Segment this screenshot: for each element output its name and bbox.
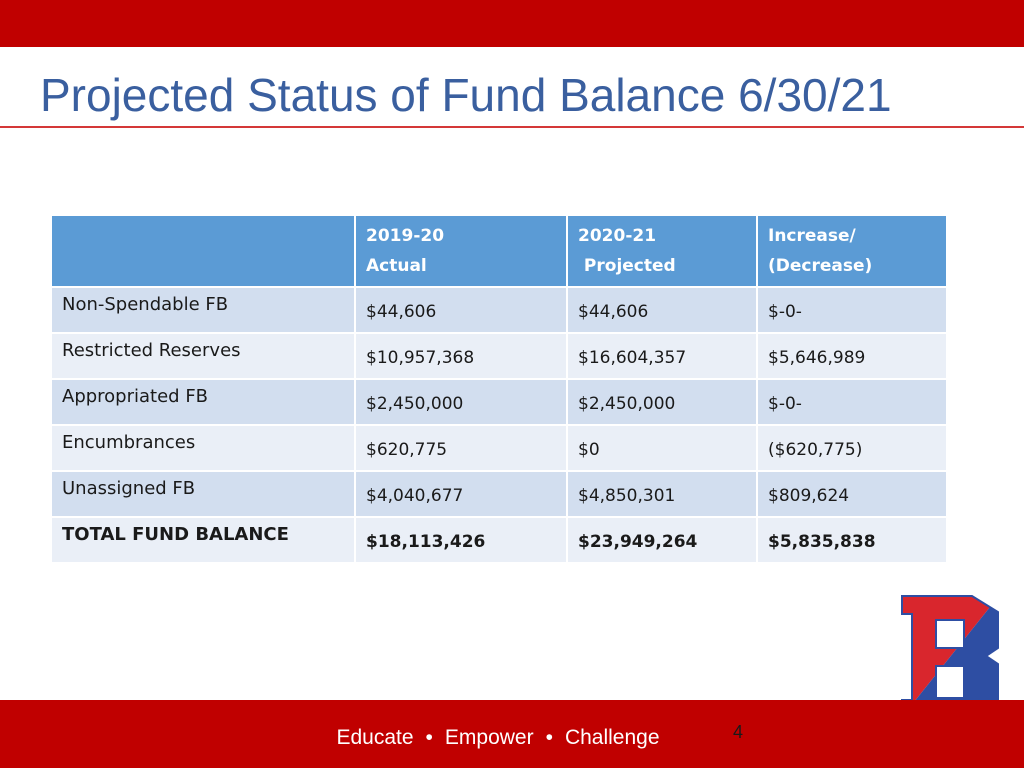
header-cell-label [51,215,355,287]
row-label: Appropriated FB [51,379,355,425]
header-cell-increase-decrease [757,215,947,287]
footer-tagline [0,726,1010,750]
cell-value: $44,606 [567,287,757,333]
row-label: Non-Spendable FB [51,287,355,333]
cell-value: $-0- [757,287,947,333]
cell-value: $4,040,677 [355,471,567,517]
table-row [51,425,947,471]
cell-value: $-0- [757,379,947,425]
cell-value-total: $23,949,264 [567,517,757,563]
slide-title: Projected Status of Fund Balance 6/30/21 [40,69,892,121]
cell-value: $4,850,301 [567,471,757,517]
table-total-row [51,517,947,563]
header-cell-2019-20-actual [355,215,567,287]
row-label-total: TOTAL FUND BALANCE [51,517,355,563]
cell-value: $0 [567,425,757,471]
table-row [51,471,947,517]
cell-value: $809,624 [757,471,947,517]
row-label: Unassigned FB [51,471,355,517]
tagline-word-educate: Educate [336,726,414,749]
tagline-word-empower: Empower [444,726,534,749]
table-row [51,287,947,333]
cell-value: $10,957,368 [355,333,567,379]
top-banner [0,0,1024,47]
cell-value: $5,646,989 [757,333,947,379]
row-label: Restricted Reserves [51,333,355,379]
cell-value: $2,450,000 [355,379,567,425]
tagline-word-challenge: Challenge [564,726,660,749]
tagline-separator: • [425,726,433,749]
cell-value: ($620,775) [757,425,947,471]
cell-value: $16,604,357 [567,333,757,379]
header-change: Increase/ (Decrease) [768,226,873,276]
cell-value: $620,775 [355,425,567,471]
fund-balance-table [50,214,948,564]
table-header-row [51,215,947,287]
tagline-separator: • [545,726,553,749]
header-year: 2019-20 Actual [366,226,445,276]
title-divider [0,126,1024,128]
cell-value-total: $5,835,838 [757,517,947,563]
cell-value: $44,606 [355,287,567,333]
header-cell-2020-21-projected [567,215,757,287]
page-number: 4 [733,722,744,742]
cell-value: $2,450,000 [567,379,757,425]
header-year: 2020-21 Projected [578,226,676,276]
row-label: Encumbrances [51,425,355,471]
cell-value-total: $18,113,426 [355,517,567,563]
table-row [51,379,947,425]
table-row [51,333,947,379]
